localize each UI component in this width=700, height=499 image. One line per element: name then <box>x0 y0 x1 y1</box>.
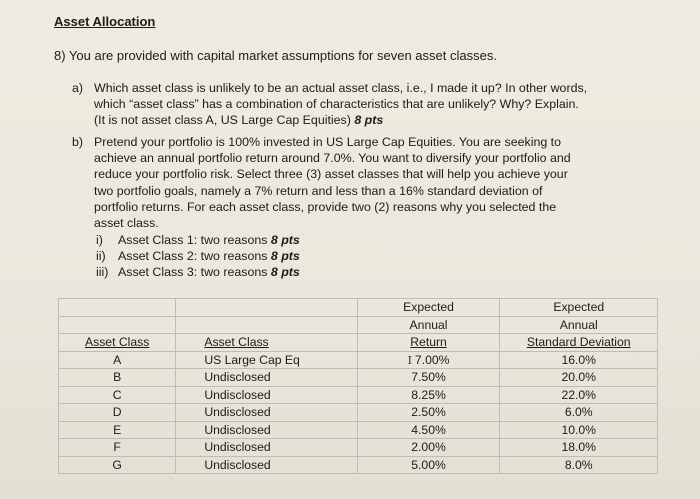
part-b-line: asset class. <box>94 216 159 231</box>
sub-question-list <box>96 232 300 280</box>
header-cell: Annual <box>500 316 658 334</box>
part-a-label: a) <box>72 81 84 95</box>
part-a <box>72 80 632 129</box>
part-b-line: two portfolio goals, namely a 7% return and less than a 16% standard deviation of <box>94 183 543 198</box>
header-row <box>59 299 658 317</box>
sub-question: iii) Asset Class 3: two reasons 8 pts <box>96 265 300 279</box>
header-cell: Asset Class <box>59 334 176 352</box>
part-b-line: achieve an annual portfolio return around 7.0%. You want to diversify your portfolio and <box>94 151 571 166</box>
table-row: F Undisclosed 2.00% 18.0% <box>59 439 658 457</box>
part-b-label: b) <box>72 135 84 149</box>
table-row: G Undisclosed 5.00% 8.0% <box>59 456 658 474</box>
table-row: D Undisclosed 2.50% 6.0% <box>59 404 658 422</box>
page-title: Asset Allocation <box>54 14 156 29</box>
header-row <box>59 316 658 334</box>
sub-question: ii) Asset Class 2: two reasons 8 pts <box>96 249 300 263</box>
points-label: 8 pts <box>354 113 384 128</box>
part-b-line: Pretend your portfolio is 100% invested in US Large Cap Equities. You are seeking to <box>94 135 562 149</box>
question-text: 8) You are provided with capital market assumptions for seven asset classes. <box>54 48 497 63</box>
header-cell: Return <box>357 334 500 352</box>
part-b-line: portfolio returns. For each asset class, provide two (2) reasons why you selected the <box>94 199 557 214</box>
table-row: A US Large Cap Eq I 7.00% 16.0% <box>59 351 658 369</box>
header-cell: Annual <box>357 316 500 334</box>
table-row: E Undisclosed 4.50% 10.0% <box>59 421 658 439</box>
header-cell: Standard Deviation <box>500 334 658 352</box>
header-cell: Expected <box>500 299 658 317</box>
table-row: B Undisclosed 7.50% 20.0% <box>59 369 658 387</box>
part-b-line: reduce your portfolio risk. Select three (3) asset classes that will help you achieve your <box>94 167 568 182</box>
header-cell: Expected <box>357 299 500 317</box>
part-b <box>72 134 632 231</box>
part-a-line: which “asset class” has a combination of characteristics that are unlikely? Why? Explain. <box>94 97 579 112</box>
header-cell: Asset Class <box>176 334 357 352</box>
part-a-line: Which asset class is unlikely to be an actual asset class, i.e., I made it up? In other words, <box>94 81 588 95</box>
table-row: C Undisclosed 8.25% 22.0% <box>59 386 658 404</box>
sub-question: i) Asset Class 1: two reasons 8 pts <box>96 233 300 247</box>
header-row <box>59 334 658 352</box>
part-a-line: (It is not asset class A, US Large Cap Equities) 8 pts <box>94 113 384 128</box>
text-cursor-icon: I <box>407 353 412 367</box>
capital-market-table <box>58 298 658 474</box>
